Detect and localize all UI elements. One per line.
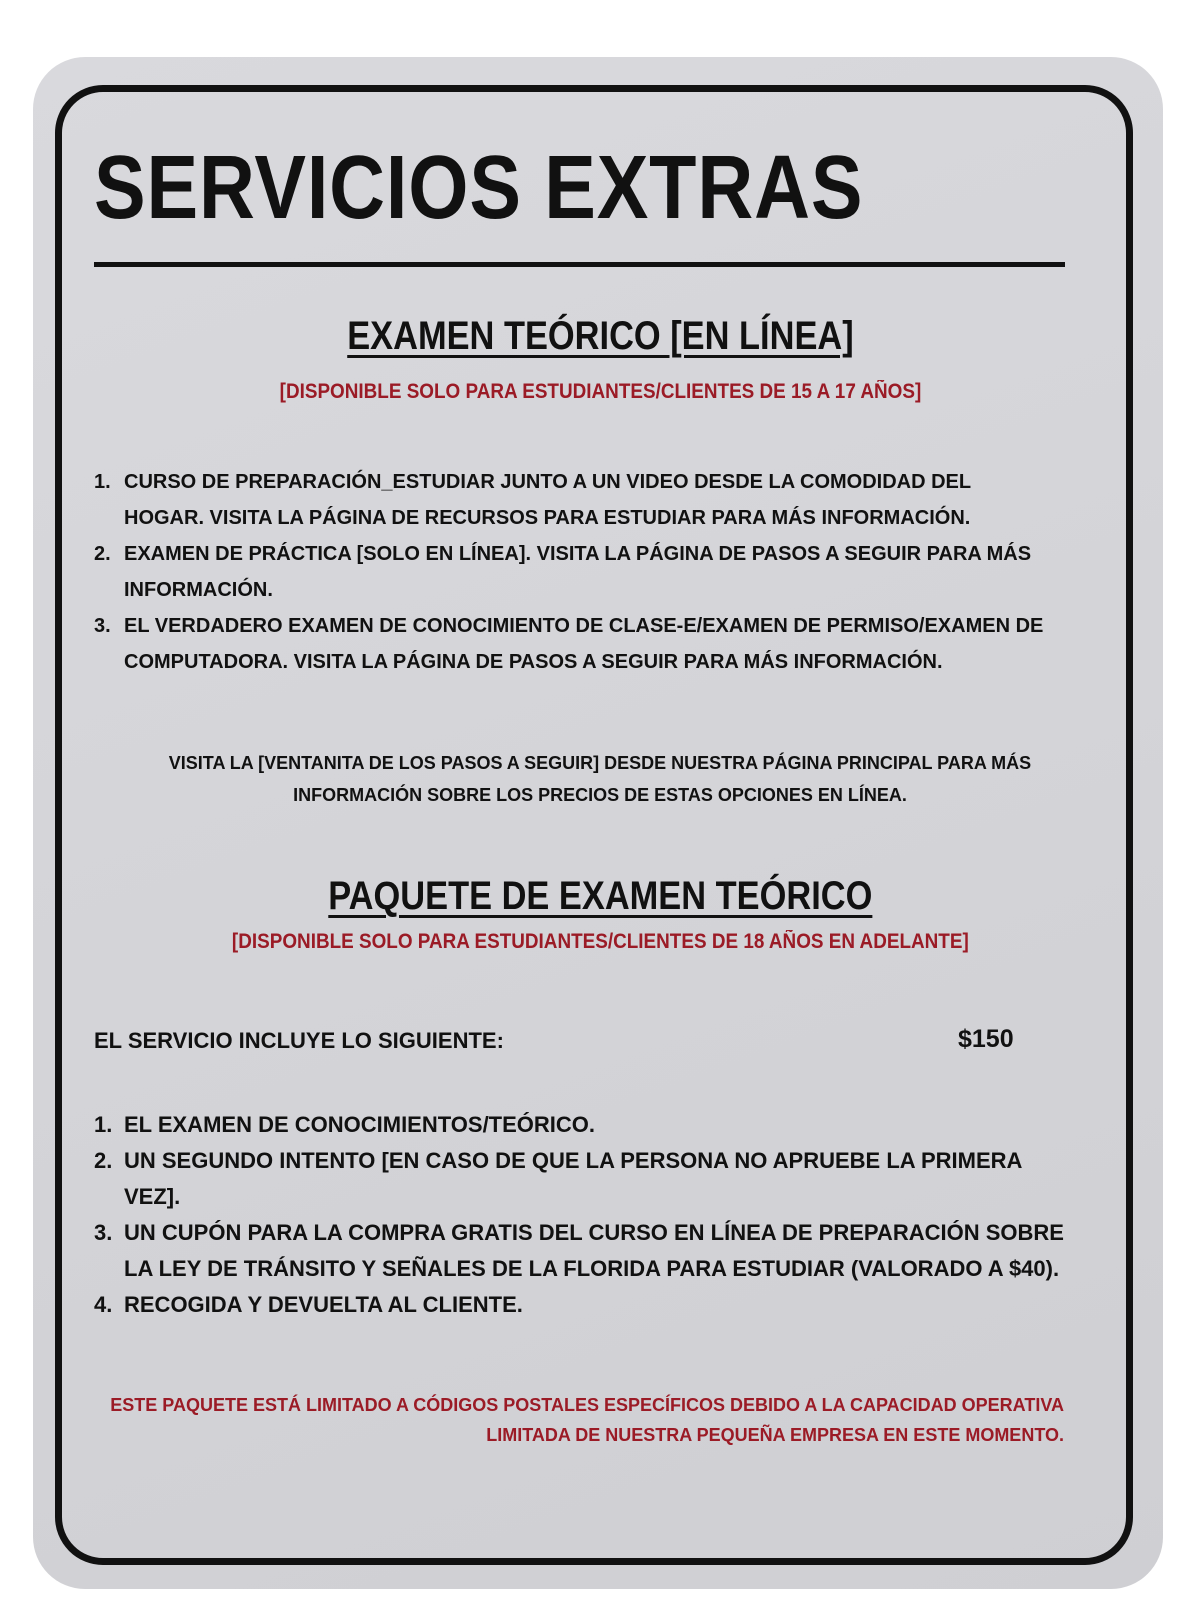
list-item: 3. EL VERDADERO EXAMEN DE CONOCIMIENTO DE CLASE-E/EXAMEN DE PERMISO/EXAMEN DE COMPUTADORA. VISITA LA PÁGINA DE PASOS A SEGUIR PARA MÁS INFORMACIÓN. xyxy=(94,615,1044,673)
sign-title: SERVICIOS EXTRAS xyxy=(94,138,864,238)
package-price: $150 xyxy=(958,1025,1014,1053)
title-underline xyxy=(94,262,1065,267)
includes-label: EL SERVICIO INCLUYE LO SIGUIENTE: xyxy=(94,1028,504,1053)
package-disclaimer: ESTE PAQUETE ESTÁ LIMITADO A CÓDIGOS POSTALES ESPECÍFICOS DEBIDO A LA CAPACIDAD OPERATIVA LIMITADA DE NUESTRA PEQUEÑA EMPRESA EN ESTE MOMENTO. xyxy=(110,1395,1064,1445)
section1-list xyxy=(94,464,1054,680)
list-item: 2. UN SEGUNDO INTENTO [EN CASO DE QUE LA PERSONA NO APRUEBE LA PRIMERA VEZ]. xyxy=(94,1148,1022,1209)
section1-availability: [DISPONIBLE SOLO PARA ESTUDIANTES/CLIENTES DE 15 A 17 AÑOS] xyxy=(279,380,921,403)
sign-border xyxy=(55,85,1133,1565)
list-item: 2. EXAMEN DE PRÁCTICA [SOLO EN LÍNEA]. VISITA LA PÁGINA DE PASOS A SEGUIR PARA MÁS INFORMACIÓN. xyxy=(94,543,1032,601)
section2-heading: PAQUETE DE EXAMEN TEÓRICO xyxy=(327,874,873,918)
section1-heading: EXAMEN TEÓRICO [EN LÍNEA] xyxy=(346,314,854,358)
section1-note: VISITA LA [VENTANITA DE LOS PASOS A SEGUIR] DESDE NUESTRA PÁGINA PRINCIPAL PARA MÁS INFORMACIÓN SOBRE LOS PRECIOS DE ESTAS OPCIONES EN LÍNEA. xyxy=(168,753,1032,805)
section2-availability: [DISPONIBLE SOLO PARA ESTUDIANTES/CLIENTES DE 18 AÑOS EN ADELANTE] xyxy=(231,930,969,953)
section2-list xyxy=(94,1107,1074,1323)
list-item: 3. UN CUPÓN PARA LA COMPRA GRATIS DEL CURSO EN LÍNEA DE PREPARACIÓN SOBRE LA LEY DE TRÁNSITO Y SEÑALES DE LA FLORIDA PARA ESTUDIAR (VALORADO A $40). xyxy=(94,1220,1064,1281)
list-item: 1. CURSO DE PREPARACIÓN_ESTUDIAR JUNTO A UN VIDEO DESDE LA COMODIDAD DEL HOGAR. VISITA LA PÁGINA DE RECURSOS PARA ESTUDIAR PARA MÁS INFORMACIÓN. xyxy=(94,471,971,529)
list-item: 4. RECOGIDA Y DEVUELTA AL CLIENTE. xyxy=(94,1292,523,1317)
list-item: 1. EL EXAMEN DE CONOCIMIENTOS/TEÓRICO. xyxy=(94,1112,596,1137)
